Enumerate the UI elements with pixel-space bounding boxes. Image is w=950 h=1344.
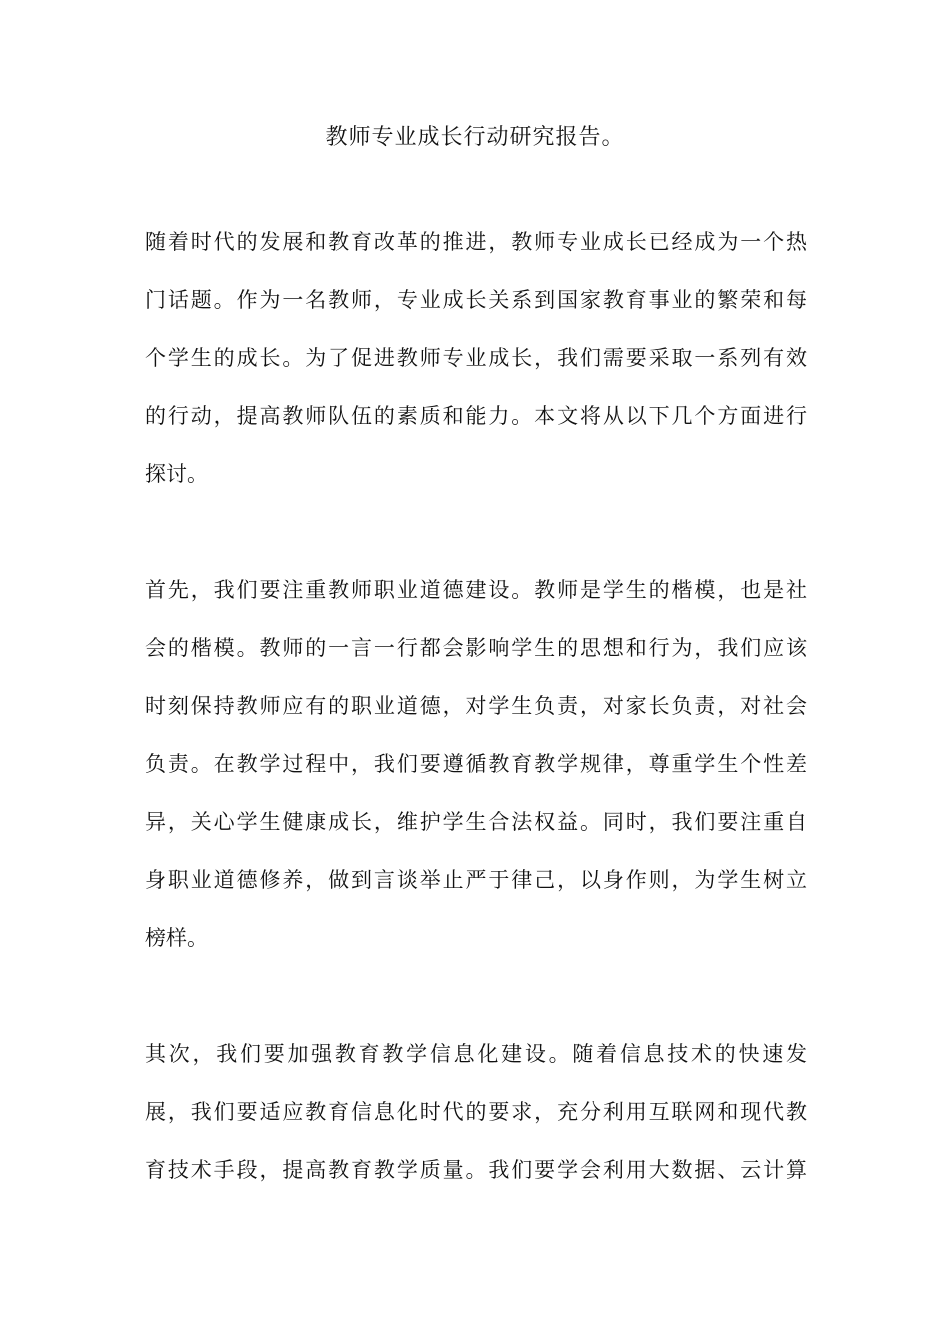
- text-line: 探讨。: [145, 462, 208, 486]
- paragraph-informatization: [145, 1025, 807, 1199]
- text-line: 其次，我们要加强教育教学信息化建设。随着信息技术的快速发: [145, 1042, 807, 1066]
- text-line: 身职业道德修养，做到言谈举止严于律己，以身作则，为学生树立: [145, 868, 807, 892]
- document-body: [145, 213, 807, 1199]
- paragraph-gap: [145, 967, 807, 1025]
- text-line: 异，关心学生健康成长，维护学生合法权益。同时，我们要注重自: [145, 810, 807, 834]
- text-line: 育技术手段，提高教育教学质量。我们要学会利用大数据、云计算: [145, 1158, 807, 1182]
- text-line: 会的楷模。教师的一言一行都会影响学生的思想和行为，我们应该: [145, 636, 807, 660]
- paragraph-ethics: [145, 561, 807, 967]
- text-line: 首先，我们要注重教师职业道德建设。教师是学生的楷模，也是社: [145, 578, 807, 602]
- text-line: 的行动，提高教师队伍的素质和能力。本文将从以下几个方面进行: [145, 404, 807, 428]
- paragraph-intro: [145, 213, 807, 503]
- text-line: 随着时代的发展和教育改革的推进，教师专业成长已经成为一个热: [145, 230, 807, 254]
- text-line: 个学生的成长。为了促进教师专业成长，我们需要采取一系列有效: [145, 346, 807, 370]
- text-line: 负责。在教学过程中，我们要遵循教育教学规律，尊重学生个性差: [145, 752, 807, 776]
- paragraph-gap: [145, 503, 807, 561]
- text-line: 展，我们要适应教育信息化时代的要求，充分利用互联网和现代教: [145, 1100, 807, 1124]
- document-title: 教师专业成长行动研究报告。: [325, 125, 625, 150]
- text-line: 榜样。: [145, 926, 208, 950]
- text-line: 时刻保持教师应有的职业道德，对学生负责，对家长负责，对社会: [145, 694, 807, 718]
- text-line: 门话题。作为一名教师，专业成长关系到国家教育事业的繁荣和每: [145, 288, 807, 312]
